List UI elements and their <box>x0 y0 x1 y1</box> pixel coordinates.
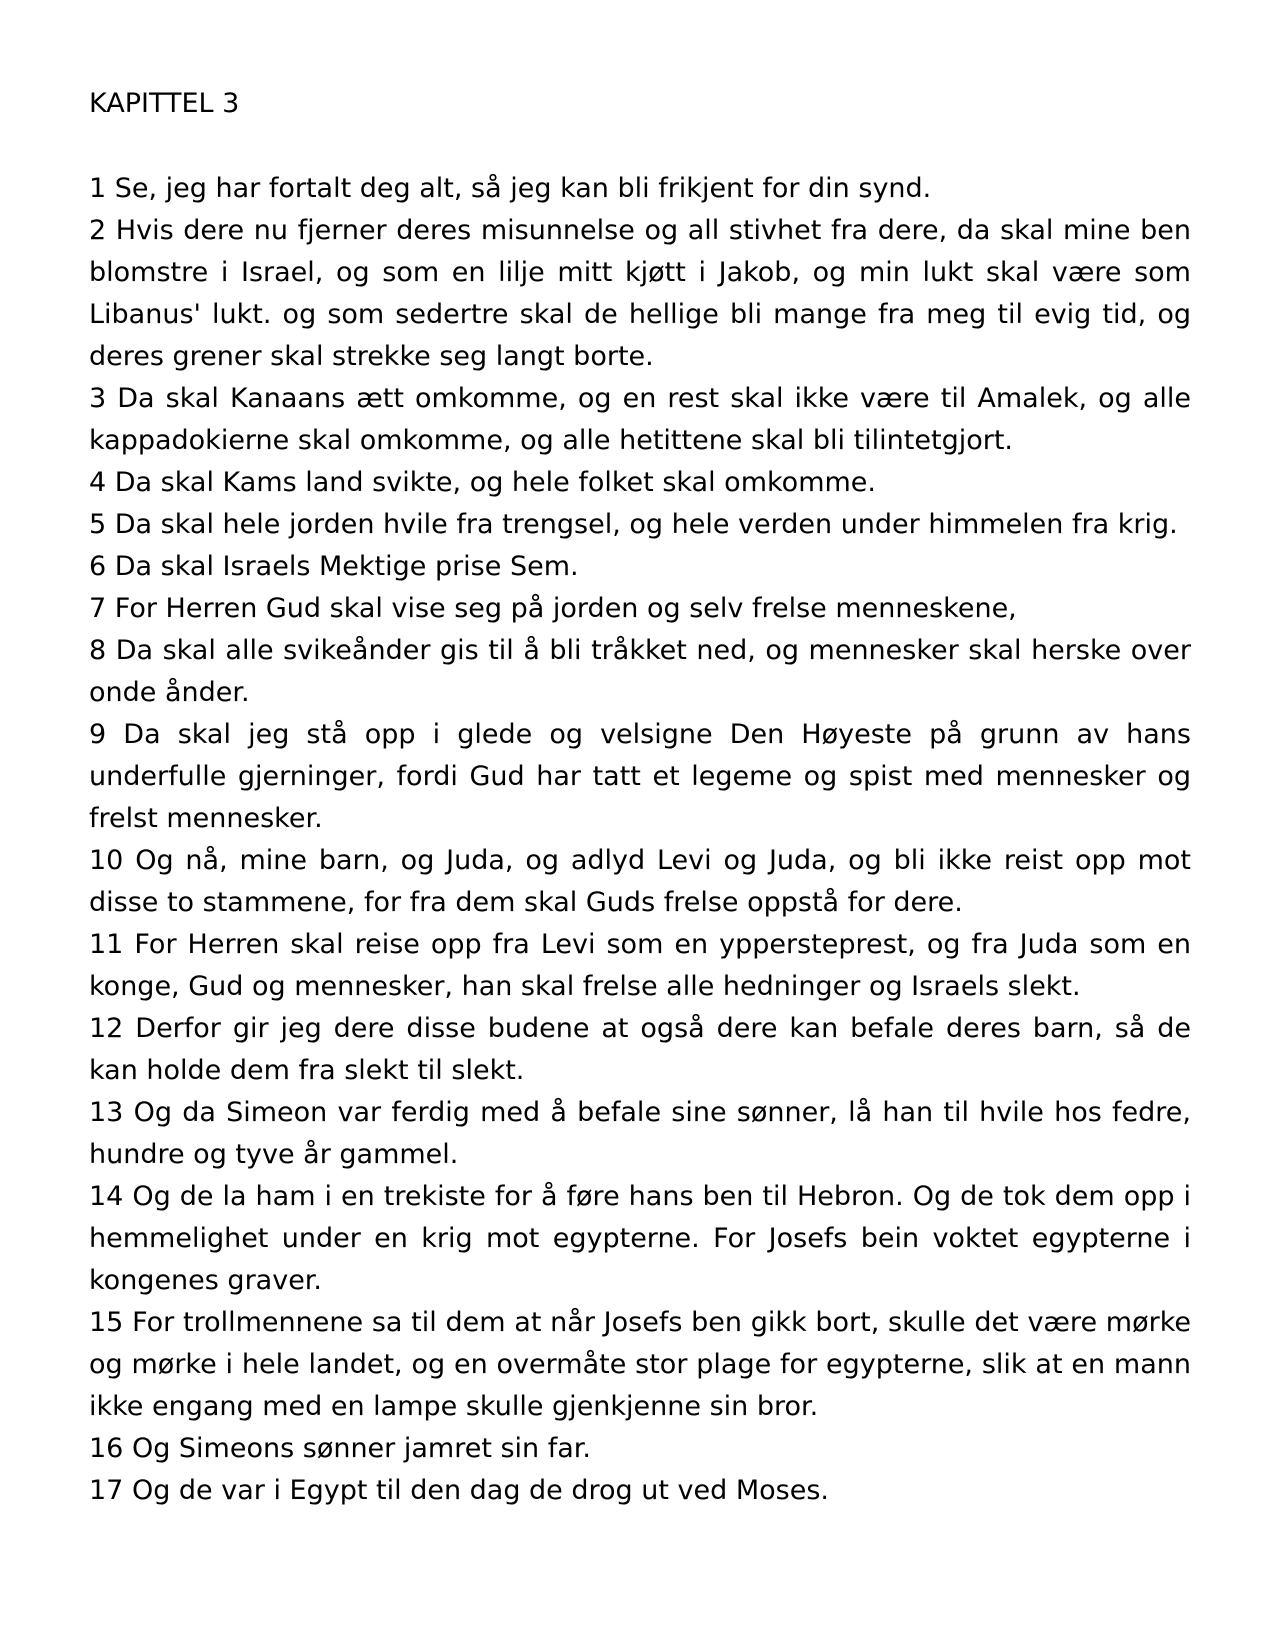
verse-6: 6 Da skal Israels Mektige prise Sem. <box>89 551 579 582</box>
verse-5: 5 Da skal hele jorden hvile fra trengsel, og hele verden under himmelen fra krig. <box>89 509 1178 540</box>
verse-15: 15 For trollmennene sa til dem at når Josefs ben gikk bort, skulle det være mørke og mørke i hele landet, og en overmåte stor plage for egypterne, slik at en mann ikke engang med en lampe skulle gjenkjenne sin bror. <box>89 1307 1191 1422</box>
verse-4: 4 Da skal Kams land svikte, og hele folket skal omkomme. <box>89 467 876 498</box>
verse-12: 12 Derfor gir jeg dere disse budene at også dere kan befale deres barn, så de kan holde dem fra slekt til slekt. <box>89 1013 1191 1086</box>
verse-11: 11 For Herren skal reise opp fra Levi som en yppersteprest, og fra Juda som en konge, Gud og mennesker, han skal frelse alle hedninger og Israels slekt. <box>89 929 1191 1002</box>
verse-8: 8 Da skal alle svikeånder gis til å bli tråkket ned, og mennesker skal herske over onde ånder. <box>89 635 1191 708</box>
chapter-heading: KAPITTEL 3 <box>89 88 240 119</box>
verse-9: 9 Da skal jeg stå opp i glede og velsigne Den Høyeste på grunn av hans underfulle gjerninger, fordi Gud har tatt et legeme og spist med mennesker og frelst mennesker. <box>89 719 1191 834</box>
verse-1: 1 Se, jeg har fortalt deg alt, så jeg kan bli frikjent for din synd. <box>89 173 932 204</box>
verse-14: 14 Og de la ham i en trekiste for å føre hans ben til Hebron. Og de tok dem opp i hemmelighet under en krig mot egypterne. For Josefs bein voktet egypterne i kongenes graver. <box>89 1181 1191 1296</box>
verse-list <box>89 168 1191 1512</box>
verse-16: 16 Og Simeons sønner jamret sin far. <box>89 1433 592 1464</box>
verse-7: 7 For Herren Gud skal vise seg på jorden og selv frelse menneskene, <box>89 593 1017 624</box>
verse-3: 3 Da skal Kanaans ætt omkomme, og en rest skal ikke være til Amalek, og alle kappadokierne skal omkomme, og alle hetittene skal bli tilintetgjort. <box>89 383 1191 456</box>
verse-13: 13 Og da Simeon var ferdig med å befale sine sønner, lå han til hvile hos fedre, hundre og tyve år gammel. <box>89 1097 1191 1170</box>
verse-10: 10 Og nå, mine barn, og Juda, og adlyd Levi og Juda, og bli ikke reist opp mot disse to stammene, for fra dem skal Guds frelse oppstå for dere. <box>89 845 1191 918</box>
verse-17: 17 Og de var i Egypt til den dag de drog ut ved Moses. <box>89 1475 829 1506</box>
verse-2: 2 Hvis dere nu fjerner deres misunnelse og all stivhet fra dere, da skal mine ben blomstre i Israel, og som en lilje mitt kjøtt i Jakob, og min lukt skal være som Libanus' lukt. og som sedertre skal de hellige bli mange fra meg til evig tid, og deres grener skal strekke seg langt borte. <box>89 215 1191 372</box>
